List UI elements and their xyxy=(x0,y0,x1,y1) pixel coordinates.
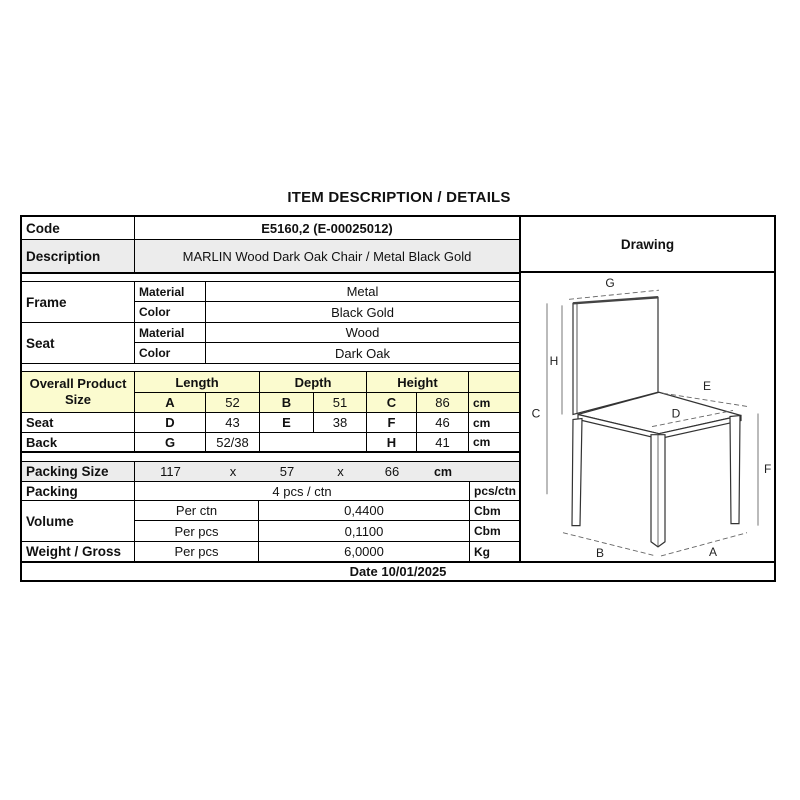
height-header: Height xyxy=(367,372,469,393)
chair-leg-right xyxy=(730,415,740,523)
seat-color-label: Color xyxy=(135,343,206,363)
length-header: Length xyxy=(135,372,260,393)
dim-label-g: G xyxy=(605,276,615,291)
overall-unit: cm xyxy=(469,393,519,413)
seat-section xyxy=(22,323,519,364)
spec-table-main xyxy=(22,217,774,561)
section-divider xyxy=(22,364,519,372)
description-value: MARLIN Wood Dark Oak Chair / Metal Black Gold xyxy=(182,248,472,264)
details-column xyxy=(22,217,519,561)
dim-a-key: A xyxy=(135,393,206,413)
section-divider xyxy=(22,453,519,462)
chair-drawing-svg xyxy=(521,273,774,561)
volume-section xyxy=(22,501,519,542)
dim-line-a xyxy=(661,533,747,556)
depth-header: Depth xyxy=(260,372,367,393)
packing-row xyxy=(22,482,519,501)
per-pcs-label: Per pcs xyxy=(135,521,259,541)
dim-label-c: C xyxy=(531,406,541,421)
times-sign: x xyxy=(229,464,237,479)
frame-material-label: Material xyxy=(135,282,206,301)
chair-drawing xyxy=(521,273,774,561)
frame-color-label: Color xyxy=(135,302,206,322)
description-label: Description xyxy=(22,240,135,272)
packing-size-row xyxy=(22,462,519,482)
packing-size-values xyxy=(135,462,519,481)
packing-value: 4 pcs / ctn xyxy=(272,483,332,499)
packing-size-spacer xyxy=(469,462,519,481)
volume-per-ctn-value: 0,4400 xyxy=(344,503,384,518)
weight-row xyxy=(22,542,519,561)
dim-f-key: F xyxy=(367,413,417,433)
dim-f-value: 46 xyxy=(417,413,469,433)
dim-b-value: 51 xyxy=(314,393,367,413)
packing-size-unit: cm xyxy=(433,464,453,479)
dim-d-value: 43 xyxy=(206,413,260,433)
frame-section xyxy=(22,282,519,323)
volume-per-pcs-unit: Cbm xyxy=(469,521,519,541)
back-unit: cm xyxy=(473,435,491,449)
times-sign: x xyxy=(337,464,344,479)
page-title: ITEM DESCRIPTION / DETAILS xyxy=(287,189,511,206)
volume-label: Volume xyxy=(22,501,135,541)
weight-gross-label: Weight / Gross xyxy=(22,542,135,561)
section-divider xyxy=(22,274,519,282)
spec-table xyxy=(20,215,776,582)
drawing-column xyxy=(519,217,774,561)
frame-section-label: Frame xyxy=(22,282,135,322)
packing-unit: pcs/ctn xyxy=(469,482,519,500)
dim-g-value: 52/38 xyxy=(206,433,260,451)
dim-b-key: B xyxy=(260,393,314,413)
seat-section-label: Seat xyxy=(22,323,135,363)
dim-label-d: D xyxy=(671,406,681,421)
frame-color-value: Black Gold xyxy=(331,304,394,320)
date-footer: Date 10/01/2025 xyxy=(22,561,774,580)
seat-material-label: Material xyxy=(135,323,206,342)
dim-c-value: 86 xyxy=(417,393,469,413)
seat-color-value: Dark Oak xyxy=(335,345,390,361)
dim-h-value: 41 xyxy=(417,433,469,451)
volume-per-pcs-value: 0,1100 xyxy=(344,523,384,539)
dim-e-key: E xyxy=(260,413,314,433)
per-ctn-label: Per ctn xyxy=(135,501,259,520)
dim-label-e: E xyxy=(702,379,712,394)
dim-d-key: D xyxy=(135,413,206,433)
volume-per-ctn-unit: Cbm xyxy=(469,501,519,520)
packing-size-depth: 57 xyxy=(279,464,295,479)
back-depth-empty xyxy=(260,433,367,451)
description-row xyxy=(22,240,519,274)
dim-g-key: G xyxy=(135,433,206,451)
seat-unit: cm xyxy=(469,413,519,433)
chair-leg-left xyxy=(572,419,582,526)
overall-size-label: Overall Product Size xyxy=(22,372,135,413)
dim-e-value: 38 xyxy=(314,413,367,433)
dim-label-b: B xyxy=(595,545,605,560)
dim-line-b xyxy=(563,533,656,556)
dim-label-f: F xyxy=(764,462,772,477)
dim-label-a: A xyxy=(708,544,718,559)
weight-unit: Kg xyxy=(469,542,519,561)
drawing-header: Drawing xyxy=(521,217,774,273)
packing-size-height: 66 xyxy=(384,464,400,479)
code-row xyxy=(22,217,519,240)
packing-label: Packing xyxy=(22,482,135,500)
dim-a-value: 52 xyxy=(206,393,260,413)
dim-h-key: H xyxy=(367,433,417,451)
back-size-label: Back xyxy=(22,433,135,451)
weight-per-label: Per pcs xyxy=(135,542,259,561)
unit-header xyxy=(469,372,519,393)
size-table xyxy=(22,372,519,453)
packing-size-label: Packing Size xyxy=(22,462,135,481)
dim-c-key: C xyxy=(367,393,417,413)
weight-value: 6,0000 xyxy=(344,544,384,559)
seat-size-label: Seat xyxy=(22,413,135,433)
packing-size-length: 117 xyxy=(160,464,181,479)
code-value: E5160,2 (E-00025012) xyxy=(261,220,393,236)
seat-material-value: Wood xyxy=(345,325,380,340)
code-label: Code xyxy=(22,217,135,239)
dim-label-h: H xyxy=(549,353,559,368)
frame-material-value: Metal xyxy=(346,284,379,299)
